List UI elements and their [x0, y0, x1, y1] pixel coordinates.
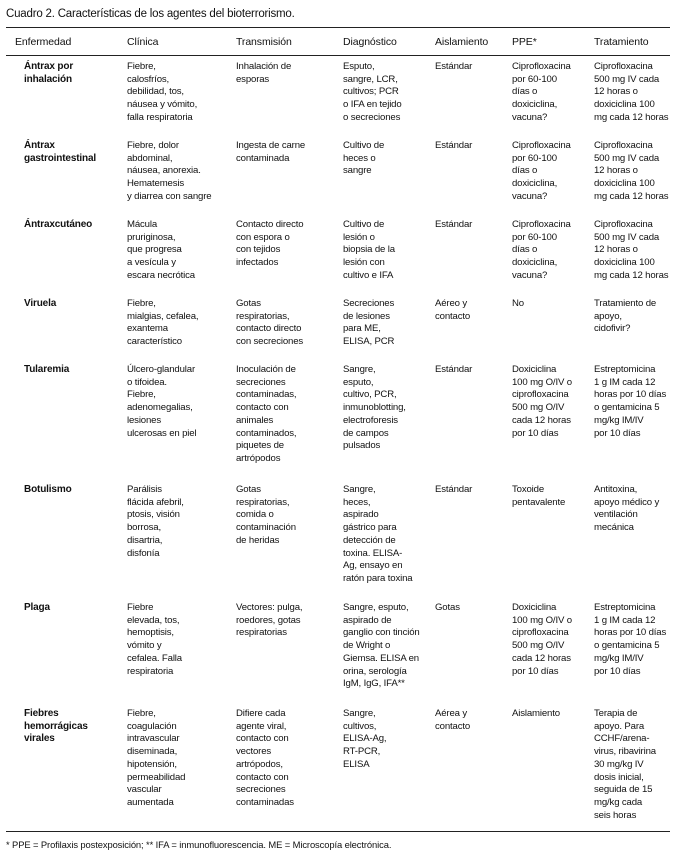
diagnostico-cell: Sangre, heces, aspirado gástrico para detección de toxina. ELISA- Ag, ensayo en ratón para toxina	[343, 484, 413, 584]
tratamiento-cell: Terapia de apoyo. Para CCHF/arena- virus, ribavirina 30 mg/kg IV dosis inicial, seguida de 15 mg/kg cada seis horas	[594, 708, 656, 821]
ppe-cell: Ciprofloxacina por 60-100 días o doxiciclina, vacuna?	[512, 140, 571, 202]
header-tratamiento: Tratamiento	[594, 36, 649, 48]
bottom-rule	[6, 831, 670, 832]
transmision-cell: Inoculación de secreciones contaminadas, contacto con animales contaminados, piquetes de artrópodos	[236, 364, 297, 464]
transmision-cell: Inhalación de esporas	[236, 61, 292, 85]
header-diagnostico: Diagnóstico	[343, 36, 397, 48]
header-ppe: PPE*	[512, 36, 537, 48]
tratamiento-cell: Estreptomicina 1 g IM cada 12 horas por 10 días o gentamicina 5 mg/kg IM/IV por 10 días	[594, 602, 667, 677]
disease-name: Ántraxcutáneo	[24, 219, 93, 230]
table-header	[0, 36, 677, 50]
diagnostico-cell: Cultivo de heces o sangre	[343, 140, 385, 177]
ppe-cell: Toxoide pentavalente	[512, 484, 566, 508]
ppe-cell: Ciprofloxacina por 60-100 días o doxiciclina, vacuna?	[512, 61, 571, 123]
diagnostico-cell: Cultivo de lesión o biopsia de la lesión con cultivo e IFA	[343, 219, 395, 281]
clinica-cell: Fiebre, mialgias, cefalea, exantema característico	[127, 298, 199, 348]
ppe-cell: Ciprofloxacina por 60-100 días o doxiciclina, vacuna?	[512, 219, 571, 281]
disease-name: Plaga	[24, 602, 50, 613]
diagnostico-cell: Sangre, esputo, aspirado de ganglio con tinción de Wright o Giemsa. ELISA en orina, serología IgM, IgG, IFA**	[343, 602, 420, 690]
disease-name: Viruela	[24, 298, 57, 309]
ppe-cell: No	[512, 298, 524, 309]
clinica-cell: Mácula pruriginosa, que progresa a vesícula y escara necrótica	[127, 219, 195, 281]
tratamiento-cell: Estreptomicina 1 g IM cada 12 horas por 10 días o gentamicina 5 mg/kg IM/IV por 10 días	[594, 364, 667, 439]
header-transmision: Transmisión	[236, 36, 292, 48]
aislamiento-cell: Estándar	[435, 364, 473, 375]
footnote: * PPE = Profilaxis postexposición; ** IFA = inmunofluorescencia. ME = Microscopía electrónica.	[6, 839, 392, 850]
aislamiento-cell: Aérea y contacto	[435, 708, 471, 732]
disease-name: Fiebres hemorrágicas virales	[24, 708, 88, 745]
disease-name: Ántrax por inhalación	[24, 61, 74, 85]
clinica-cell: Fiebre, calosfríos, debilidad, tos, náusea y vómito, falla respiratoria	[127, 61, 198, 123]
tratamiento-cell: Ciprofloxacina 500 mg IV cada 12 horas o doxiciclina 100 mg cada 12 horas	[594, 219, 669, 281]
diagnostico-cell: Esputo, sangre, LCR, cultivos; PCR o IFA en tejido o secreciones	[343, 61, 402, 123]
ppe-cell: Doxiciclina 100 mg O/IV o ciprofloxacina 500 mg O/IV cada 12 horas por 10 días	[512, 364, 572, 439]
aislamiento-cell: Gotas	[435, 602, 460, 613]
aislamiento-cell: Estándar	[435, 484, 473, 495]
aislamiento-cell: Estándar	[435, 61, 473, 72]
tratamiento-cell: Ciprofloxacina 500 mg IV cada 12 horas o doxiciclina 100 mg cada 12 horas	[594, 61, 669, 123]
header-enfermedad: Enfermedad	[15, 36, 72, 48]
clinica-cell: Parálisis flácida afebril, ptosis, visión borrosa, disartria, disfonía	[127, 484, 184, 559]
disease-name: Botulismo	[24, 484, 72, 495]
disease-name: Ántrax gastrointestinal	[24, 140, 97, 164]
aislamiento-cell: Estándar	[435, 140, 473, 151]
aislamiento-cell: Aéreo y contacto	[435, 298, 471, 322]
top-rule	[6, 27, 670, 28]
clinica-cell: Fiebre, coagulación intravascular diseminada, hipotensión, permeabilidad vascular aumentada	[127, 708, 186, 808]
header-rule	[6, 55, 670, 56]
transmision-cell: Vectores: pulga, roedores, gotas respiratorias	[236, 602, 303, 639]
clinica-cell: Fiebre elevada, tos, hemoptisis, vómito y cefalea. Falla respiratoria	[127, 602, 182, 677]
diagnostico-cell: Sangre, cultivos, ELISA-Ag, RT-PCR, ELISA	[343, 708, 387, 770]
ppe-cell: Aislamiento	[512, 708, 560, 719]
transmision-cell: Gotas respiratorias, comida o contaminación de heridas	[236, 484, 296, 546]
transmision-cell: Contacto directo con espora o con tejidos infectados	[236, 219, 304, 269]
tratamiento-cell: Ciprofloxacina 500 mg IV cada 12 horas o doxiciclina 100 mg cada 12 horas	[594, 140, 669, 202]
disease-name: Tularemia	[24, 364, 70, 375]
clinica-cell: Úlcero-glandular o tifoidea. Fiebre, adenomegalias, lesiones ulcerosas en piel	[127, 364, 197, 439]
table-caption: Cuadro 2. Características de los agentes del bioterrorismo.	[6, 8, 295, 20]
transmision-cell: Gotas respiratorias, contacto directo con secreciones	[236, 298, 304, 348]
ppe-cell: Doxiciclina 100 mg O/IV o ciprofloxacina 500 mg O/IV cada 12 horas por 10 días	[512, 602, 572, 677]
transmision-cell: Difiere cada agente viral, contacto con vectores artrópodos, contacto con secreciones contaminadas	[236, 708, 294, 808]
tratamiento-cell: Tratamiento de apoyo, cidofivir?	[594, 298, 657, 335]
diagnostico-cell: Sangre, esputo, cultivo, PCR, inmunoblotting, electroforesis de campos pulsados	[343, 364, 406, 452]
clinica-cell: Fiebre, dolor abdominal, náusea, anorexia. Hematemesis y diarrea con sangre	[127, 140, 212, 202]
transmision-cell: Ingesta de carne contaminada	[236, 140, 306, 164]
diagnostico-cell: Secreciones de lesiones para ME, ELISA, PCR	[343, 298, 395, 348]
aislamiento-cell: Estándar	[435, 219, 473, 230]
tratamiento-cell: Antitoxina, apoyo médico y ventilación mecánica	[594, 484, 660, 534]
header-aislamiento: Aislamiento	[435, 36, 489, 48]
header-clinica: Clínica	[127, 36, 159, 48]
